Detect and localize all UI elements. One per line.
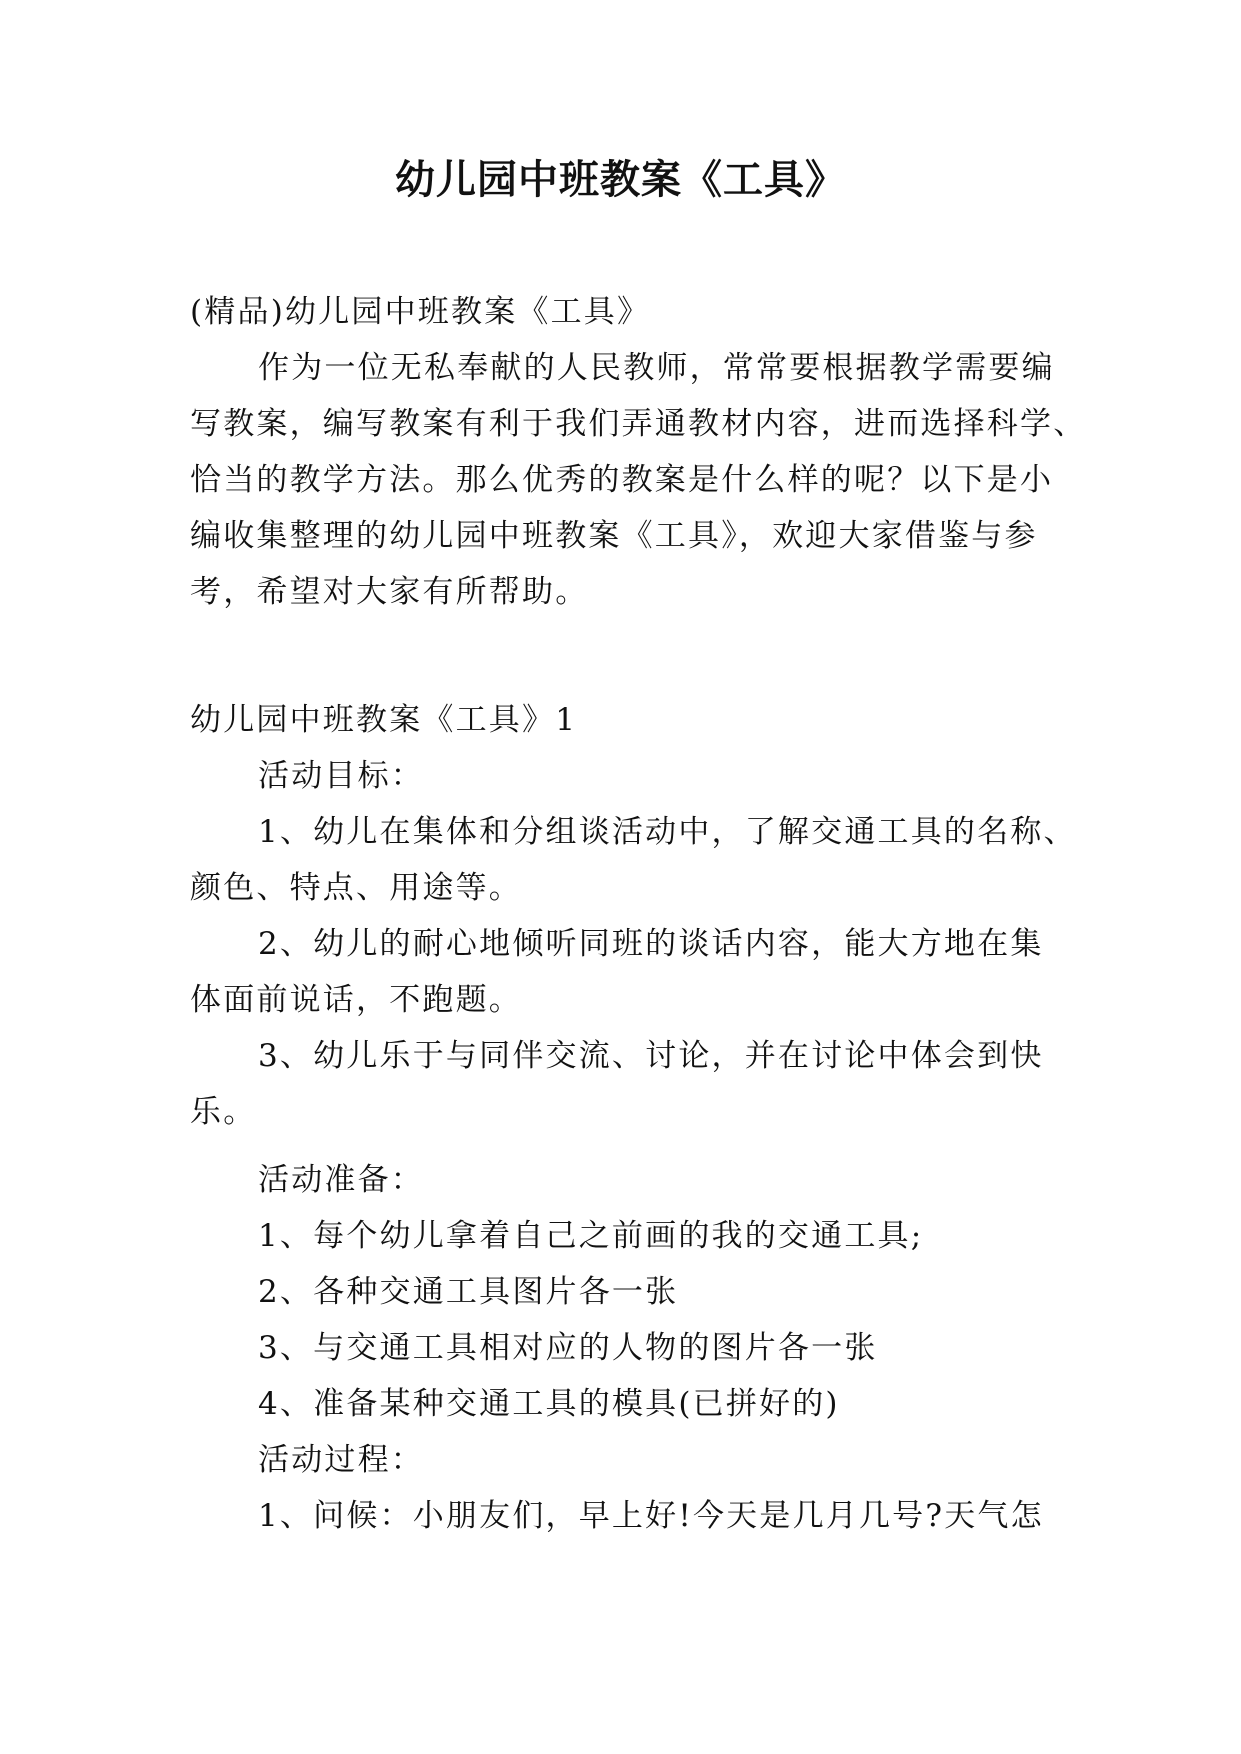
goals-heading: 活动目标： <box>258 758 424 794</box>
intro-line: 写教案，编写教案有利于我们弄通教材内容，进而选择科学、 <box>190 406 1087 442</box>
prep-line: 1、每个幼儿拿着自己之前画的我的交通工具; <box>258 1218 924 1254</box>
goal-line: 颜色、特点、用途等。 <box>190 870 522 906</box>
intro-line: 作为一位无私奉献的人民教师，常常要根据教学需要编 <box>258 350 1055 386</box>
goal-line: 2、幼儿的耐心地倾听同班的谈话内容，能大方地在集 <box>258 926 1044 962</box>
prep-heading: 活动准备： <box>258 1162 424 1198</box>
goal-line: 3、幼儿乐于与同伴交流、讨论，并在讨论中体会到快 <box>258 1038 1044 1074</box>
process-heading: 活动过程： <box>258 1442 424 1478</box>
prep-line: 4、准备某种交通工具的模具(已拼好的) <box>258 1386 840 1422</box>
prep-line: 2、各种交通工具图片各一张 <box>258 1274 679 1310</box>
document-subtitle: (精品)幼儿园中班教案《工具》 <box>190 294 651 330</box>
goal-line: 乐。 <box>190 1094 257 1130</box>
goal-line: 1、幼儿在集体和分组谈活动中，了解交通工具的名称、 <box>258 814 1077 850</box>
intro-line: 恰当的教学方法。那么优秀的教案是什么样的呢？以下是小 <box>190 462 1054 498</box>
document-title: 幼儿园中班教案《工具》 <box>395 157 846 203</box>
process-line: 1、问候：小朋友们，早上好!今天是几月几号?天气怎 <box>258 1498 1044 1534</box>
section-heading: 幼儿园中班教案《工具》1 <box>190 702 578 738</box>
intro-line: 编收集整理的幼儿园中班教案《工具》，欢迎大家借鉴与参 <box>190 518 1038 554</box>
goal-line: 体面前说话，不跑题。 <box>190 982 522 1018</box>
prep-line: 3、与交通工具相对应的人物的图片各一张 <box>258 1330 878 1366</box>
intro-line: 考，希望对大家有所帮助。 <box>190 574 589 610</box>
